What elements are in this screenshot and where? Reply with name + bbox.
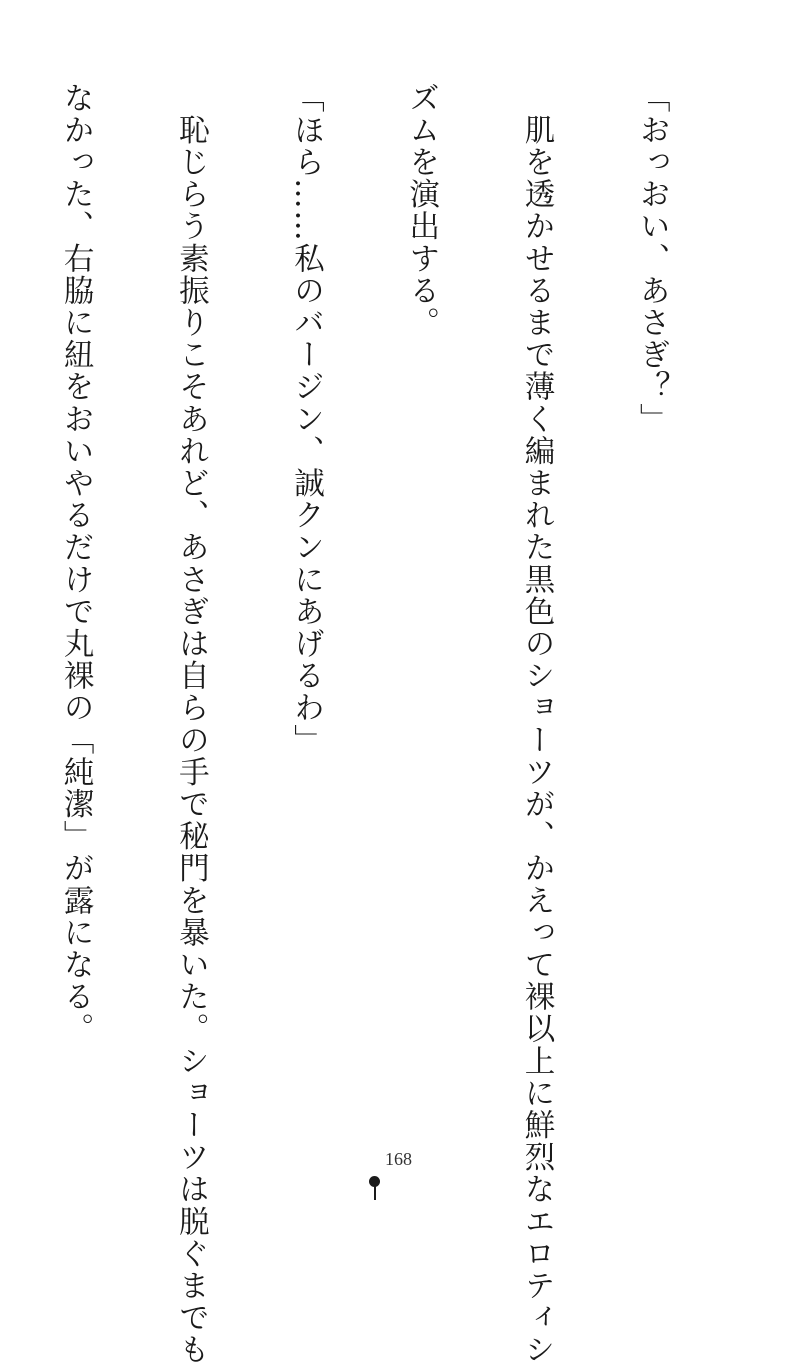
text-line: なかった、右脇に紐をおいやるだけで丸裸の「純潔」が露になる。 (58, 82, 94, 1045)
text-line: 「おっおい、あさぎ？」 (634, 82, 670, 436)
page-number: 168 (385, 1149, 412, 1169)
text-line: 恥じらう素振りこそあれど、あさぎは自らの手で秘門を暴いた。ショーツは脱ぐまでも (173, 82, 209, 1366)
text-line: 肌を透かせるまで薄く編まれた黒色のショーツが、かえって裸以上に鮮烈なエロティシ (518, 82, 554, 1366)
text-line: 「ほら……私のバージン、誠クンにあげるわ」 (288, 82, 324, 757)
page-marker-ornament (368, 1176, 382, 1200)
text-line: ズムを演出する。 (403, 82, 439, 339)
marker-stem (374, 1186, 376, 1200)
